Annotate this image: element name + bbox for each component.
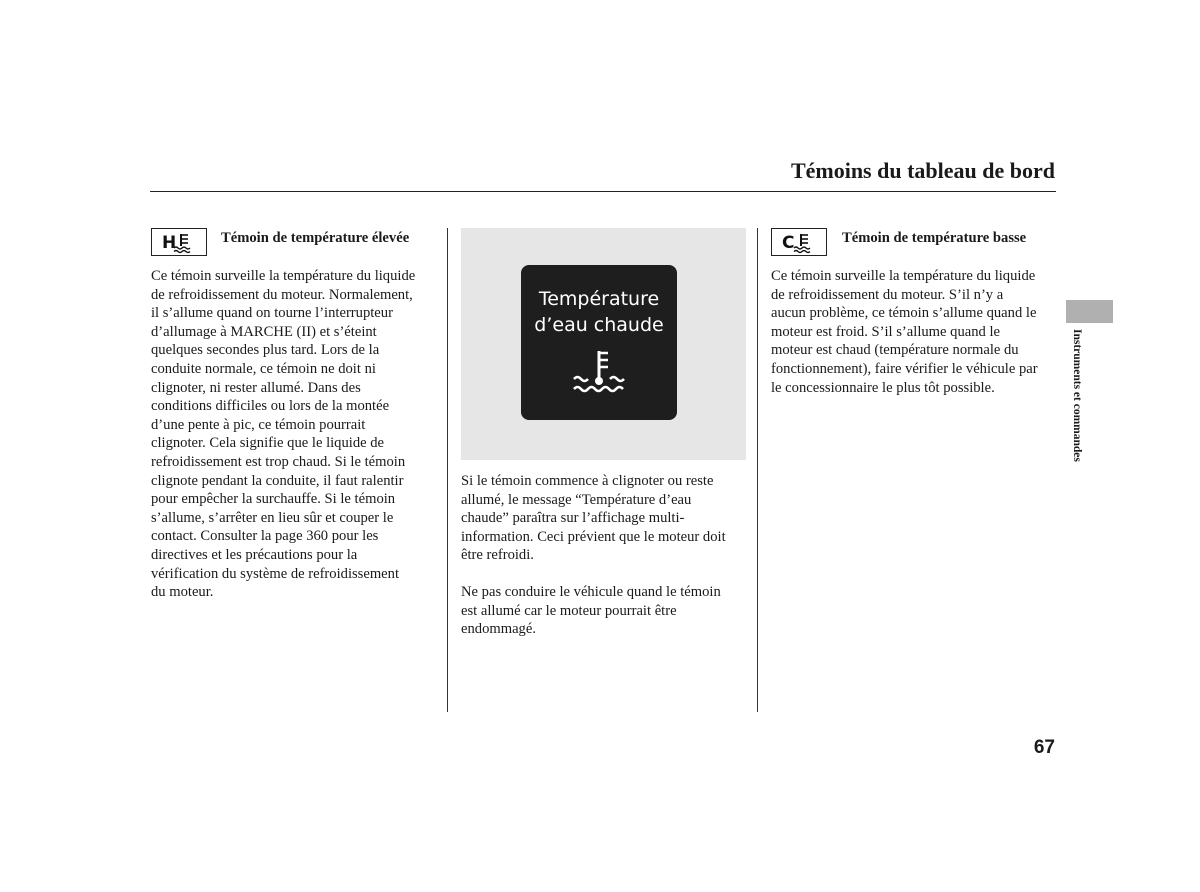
page-title: Témoins du tableau de bord [790, 158, 1055, 183]
text-line: clignote pendant la conduite, il faut ralentir [151, 472, 404, 489]
text-line: il s’allume quand on tourne l’interrupteur [151, 305, 393, 322]
text-line: information. Ceci prévient que le moteur doit [461, 528, 726, 545]
text-line: pour empêcher la surchauffe. Si le témoin [151, 491, 396, 508]
display-illustration [461, 228, 746, 460]
high-temperature-text [151, 267, 415, 602]
high-temperature-heading: Témoin de température élevée [221, 230, 410, 246]
display-message [521, 286, 677, 338]
text-line: le concessionnaire le plus tôt possible. [771, 379, 995, 396]
text-line: vérification du système de refroidissement [151, 565, 400, 582]
text-line: fonctionnement), faire vérifier le véhicule par [771, 360, 1038, 377]
high-temperature-icon [151, 228, 207, 256]
text-line: de refroidissement du moteur. Normalement, [151, 286, 413, 303]
text-line: directives et les précautions pour la [151, 546, 358, 563]
text-line: endommagé. [461, 621, 536, 638]
column-divider [757, 228, 758, 712]
text-line: quelques secondes plus tard. Lors de la [151, 342, 380, 359]
column-divider [447, 228, 448, 712]
text-line: moteur est chaud (température normale du [771, 342, 1019, 359]
text-line: contact. Consulter la page 360 pour les [151, 528, 379, 545]
do-not-drive-text [461, 583, 721, 639]
multi-information-display [521, 265, 677, 420]
page-number: 67 [1033, 737, 1055, 758]
text-line: d’une pente à pic, ce témoin pourrait [151, 416, 366, 433]
display-line: d’eau chaude [534, 314, 664, 336]
text-line: clignoter. Cela signifie que le liquide de [151, 435, 385, 452]
high-temperature-icon-letter: H [162, 233, 177, 253]
display-line: Température [538, 288, 660, 310]
header-rule [150, 191, 1056, 192]
text-line: être refroidi. [461, 547, 534, 564]
coolant-temperature-icon [570, 349, 628, 399]
text-line: moteur est froid. S’il s’allume quand le [771, 323, 1000, 340]
text-line: Ce témoin surveille la température du liquide [771, 268, 1036, 284]
low-temperature-heading: Témoin de température basse [842, 230, 1027, 246]
text-line: du moteur. [151, 584, 214, 601]
text-line: conditions difficiles ou lors de la montée [151, 398, 390, 415]
low-temperature-text [771, 267, 1038, 397]
text-line: refroidissement est trop chaud. Si le témoin [151, 453, 406, 470]
text-line: est allumé car le moteur pourrait être [461, 602, 677, 619]
text-line: Ne pas conduire le véhicule quand le témoin [461, 584, 721, 600]
text-line: de refroidissement du moteur. S’il n’y a [771, 286, 1004, 303]
text-line: aucun problème, ce témoin s’allume quand le [771, 305, 1037, 322]
text-line: Si le témoin commence à clignoter ou reste [461, 473, 714, 489]
text-line: Ce témoin surveille la température du liquide [151, 268, 416, 284]
low-temperature-icon-letter: C [782, 233, 795, 253]
text-line: chaude” paraîtra sur l’affichage multi- [461, 510, 685, 527]
text-line: allumé, le message “Température d’eau [461, 491, 692, 508]
section-label: Instruments et commandes [1071, 329, 1083, 462]
text-line: conduite normale, ce témoin ne doit ni [151, 360, 376, 377]
text-line: clignoter, ni rester allumé. Dans des [151, 379, 361, 396]
text-line: s’allume, s’arrêter en lieu sûr et couper le [151, 509, 394, 526]
low-temperature-icon [771, 228, 827, 256]
section-tab [1066, 300, 1113, 323]
warning-message-text [461, 472, 726, 565]
text-line: d’allumage à MARCHE (II) et s’éteint [151, 323, 377, 340]
